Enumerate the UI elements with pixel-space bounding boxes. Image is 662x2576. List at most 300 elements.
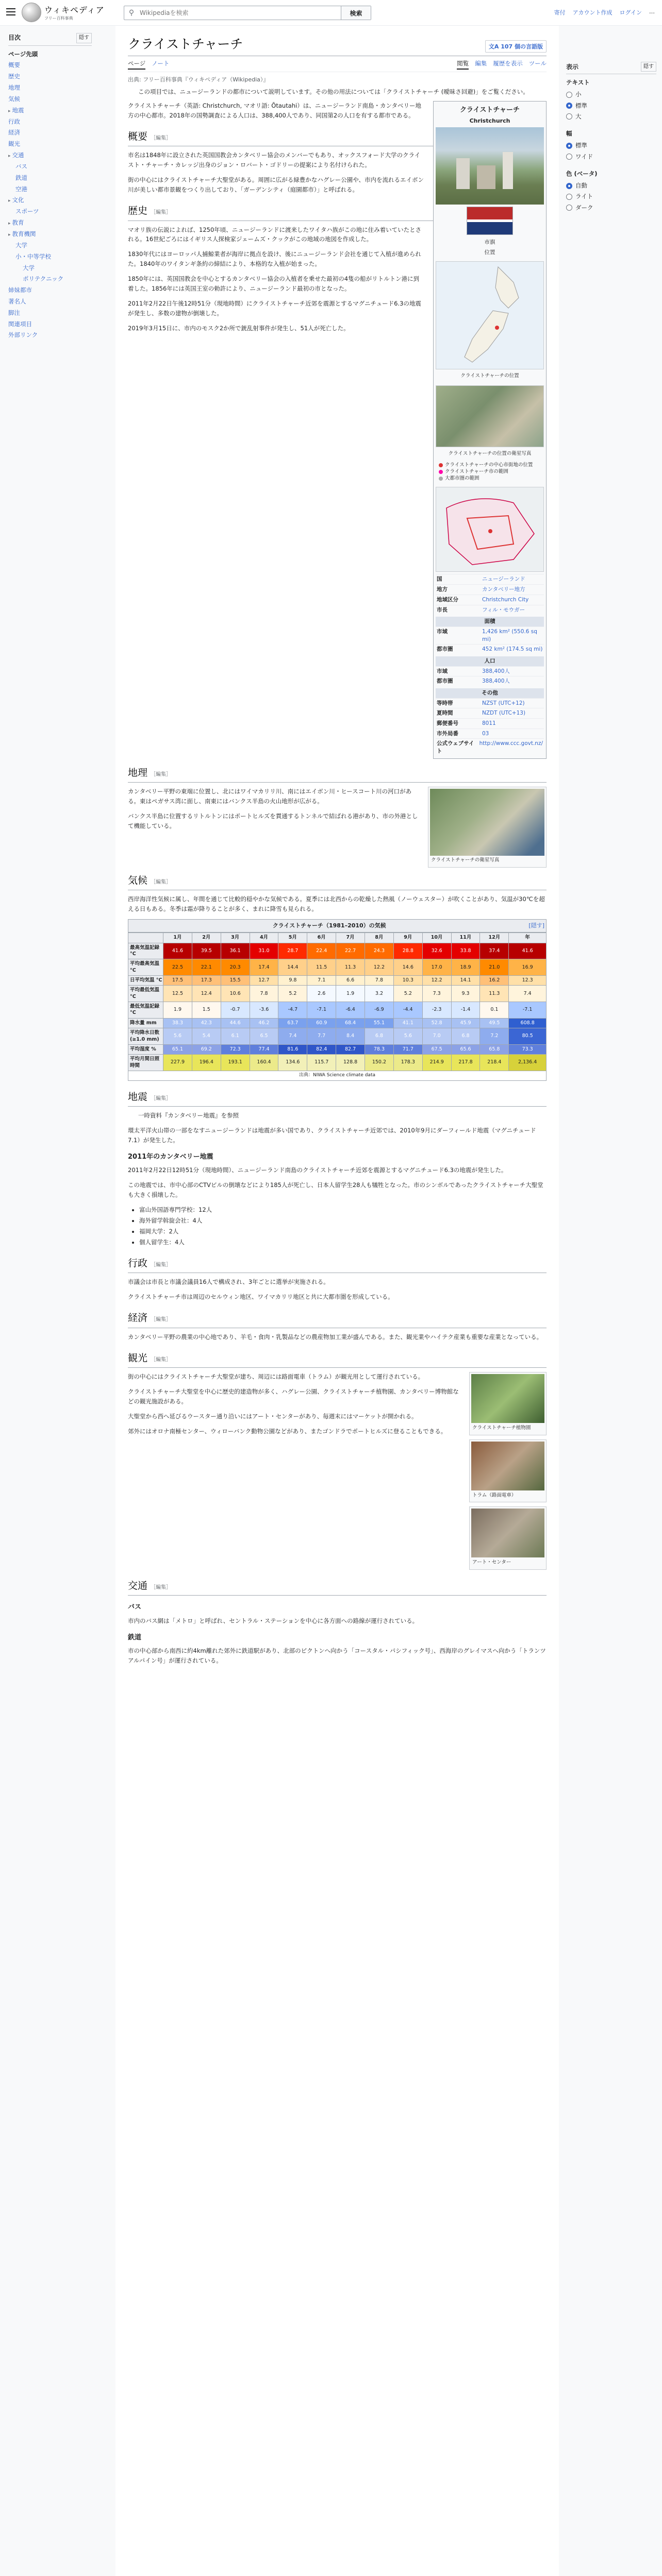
edit-link[interactable]: ［編集］ (151, 1357, 172, 1363)
radio-button-icon[interactable] (566, 205, 572, 211)
climate-cell: 22.4 (307, 943, 336, 959)
radio-button-icon[interactable] (566, 103, 572, 109)
toc-item[interactable]: 大学 (23, 264, 35, 272)
text-size-heading: テキスト (566, 79, 590, 86)
infobox-key: 都市圏 (437, 646, 453, 653)
tab-page[interactable]: ページ (128, 59, 145, 70)
toc-item[interactable]: 概要 (8, 61, 20, 69)
climate-cell: 5.2 (393, 986, 422, 1002)
victims-list (139, 1205, 547, 1247)
climate-cell: 7.4 (278, 1028, 307, 1045)
city-photo[interactable] (436, 127, 544, 205)
text-size-option-label: 大 (575, 112, 582, 120)
climate-cell: 128.8 (336, 1055, 365, 1071)
article-body (128, 101, 547, 1666)
climate-cell: 72.3 (221, 1044, 250, 1054)
text-size-option[interactable] (566, 100, 656, 111)
search-input[interactable] (139, 6, 341, 20)
climate-cell: 2,136.4 (509, 1055, 547, 1071)
climate-cell: 60.9 (307, 1018, 336, 1028)
climate-cell: 9.3 (451, 986, 480, 1002)
climate-row (128, 943, 547, 959)
infobox-value[interactable]: http://www.ccc.govt.nz/ (479, 740, 543, 747)
month-header: 2月 (192, 933, 221, 943)
month-header: 8月 (365, 933, 394, 943)
login-link[interactable]: ログイン (619, 9, 642, 16)
climate-cell: 12.5 (163, 986, 192, 1002)
toc-item[interactable]: ▸ 文化 (8, 196, 24, 204)
region-map-icon (436, 487, 544, 572)
wikipedia-logo[interactable] (22, 3, 105, 22)
climate-cell: 52.8 (422, 1018, 451, 1028)
edit-link[interactable]: ［編集］ (151, 1585, 172, 1590)
tourism-paragraph: クライストチャーチ大聖堂を中心に歴史的建造物が多く、ハグレー公園、クライストチャーチ植物園、カンタベリー博物館などの観光施設がある。 (128, 1387, 459, 1405)
width-option[interactable] (566, 140, 656, 151)
infobox-value[interactable]: 452 km² (174.5 sq mi) (482, 646, 543, 653)
climate-cell: 55.1 (365, 1018, 394, 1028)
geo-photo-caption: クライストチャーチの衛星写真 (431, 857, 500, 863)
legend-item (439, 468, 541, 475)
toc-item[interactable]: 気候 (8, 95, 20, 103)
user-links (554, 8, 655, 16)
climate-cell: -4.7 (278, 1002, 307, 1019)
climate-cell: 7.0 (422, 1028, 451, 1045)
month-header: 11月 (451, 933, 480, 943)
toc-hide-button[interactable]: 隠す (76, 33, 92, 43)
toc-item[interactable]: 歴史 (8, 73, 20, 80)
infobox-value[interactable]: 03 (482, 730, 489, 737)
map-legend (436, 461, 544, 485)
infobox-key: 国 (437, 576, 442, 583)
infobox-key: 地方 (437, 586, 448, 593)
section-climate: 気候 ［編集］ (128, 873, 547, 890)
climate-cell: 17.5 (163, 976, 192, 986)
climate-cell: -0.7 (221, 1002, 250, 1019)
climate-cell: 36.1 (221, 943, 250, 959)
text-size-option-label: 小 (575, 91, 582, 98)
administration-paragraph: クライストチャーチ市は周辺のセルウィン地区、ワイマカリリ地区と共に大都市圏を形成している。 (128, 1293, 394, 1301)
page-title: クライストチャーチ (128, 37, 243, 52)
page-source: 出典: フリー百科事典『ウィキペディア（Wikipedia）』 (128, 76, 269, 83)
climate-cell: 12.4 (192, 986, 221, 1002)
toc-item[interactable]: 経済 (8, 129, 20, 137)
infobox-key: 地域区分 (437, 596, 458, 603)
climate-cell: 6.5 (250, 1028, 278, 1045)
climate-cell: 17.0 (422, 959, 451, 976)
climate-cell: 38.3 (163, 1018, 192, 1028)
infobox-subtitle: Christchurch (469, 117, 510, 125)
climate-row (128, 1044, 547, 1054)
climate-row-label: 平均月間日照時間 (128, 1055, 163, 1071)
climate-cell: 12.2 (422, 976, 451, 986)
hatnote: この項目では、ニュージーランドの都市について説明しています。その他の用法については「クライストチャーチ (曖昧さ回避)」をご覧ください。 (138, 88, 529, 95)
radio-button-icon[interactable] (566, 194, 572, 200)
legend-dot-icon (439, 470, 443, 474)
climate-cell: 33.8 (451, 943, 480, 959)
climate-cell: 6.8 (365, 1028, 394, 1045)
toc-item[interactable]: 地理 (8, 83, 20, 91)
climate-cell: 6.8 (451, 1028, 480, 1045)
toc-item[interactable]: ページ先頭 (8, 50, 38, 58)
map-label: 位置 (484, 249, 495, 256)
climate-cell: 7.8 (250, 986, 278, 1002)
section-overview: 概要 ［編集］ (128, 129, 547, 146)
climate-row-label: 降水量 mm (128, 1018, 163, 1028)
climate-cell: 5.6 (393, 1028, 422, 1045)
climate-cell: 65.1 (163, 1044, 192, 1054)
history-paragraph: 1850年には、英国国教会を中心とするカンタベリー協会の入植者を乗せた最初の4隻の船がリトルトン港に到着した。1856年には英国王室の勅許により、ニュージーランド最初の市となった。 (128, 275, 420, 293)
main-content (115, 26, 559, 2576)
climate-cell: 9.8 (278, 976, 307, 986)
climate-cell: 22.7 (336, 943, 365, 959)
create-account-link[interactable]: アカウント作成 (572, 9, 613, 16)
section-tourism: 観光 ［編集］ (128, 1350, 547, 1368)
edit-link[interactable]: ［編集］ (151, 135, 172, 141)
climate-cell: 160.4 (250, 1055, 278, 1071)
rail-text: 市の中心部から南西に約4km離れた郊外に鉄道駅があり、北部のピクトンへ向かう「コースタル・パシフィック号」、西海岸のグレイマスへ向かう「トランツアルパイン号」が運行されている。 (128, 1647, 546, 1665)
toc-item[interactable]: 外部リンク (8, 331, 38, 339)
infobox-value[interactable]: 8011 (482, 720, 496, 727)
climate-cell: 5.4 (192, 1028, 221, 1045)
climate-cell: 22.5 (163, 959, 192, 976)
toc-item[interactable]: ▸ 教育機関 (8, 230, 36, 238)
tourism-photo[interactable] (471, 1374, 544, 1423)
climate-cell: 42.3 (192, 1018, 221, 1028)
infobox-value[interactable]: NZDT (UTC+13) (482, 710, 526, 717)
legend-dot-icon (439, 463, 443, 467)
climate-cell: -6.9 (365, 1002, 394, 1019)
tab-edit[interactable]: 編集 (475, 60, 487, 67)
geo-photo[interactable] (430, 789, 544, 856)
tourism-paragraph: 郊外にはオロナ南極センター、ウィローバンク動物公園などがあり、またゴンドラでポートヒルズに登ることもできる。 (128, 1427, 447, 1435)
toc-item[interactable]: ▸ 教育 (8, 219, 24, 227)
climate-table (128, 919, 547, 1080)
history-paragraph: 2011年2月22日午後12時51分（現地時間）にクライストチャーチ近郊を震源とするマグニチュード6.3の地震が発生し、多数の建物が倒壊した。 (128, 300, 421, 317)
toc-item[interactable]: 鉄道 (15, 174, 27, 181)
legend-label: 大都市圏の範囲 (445, 476, 479, 482)
climate-cell: 115.7 (307, 1055, 336, 1071)
climate-cell: 67.5 (422, 1044, 451, 1054)
tourism-figure (469, 1506, 547, 1570)
infobox-value[interactable]: カンタベリー地方 (482, 586, 525, 593)
infobox-key: 郵便番号 (437, 720, 458, 727)
edit-link[interactable]: ［編集］ (151, 879, 172, 885)
month-header-corner (128, 933, 163, 943)
satellite-photo[interactable] (436, 385, 544, 447)
tourism-paragraph: 大聖堂から西へ延びるウースター通り沿いにはアート・センターがあり、毎週末にはマーケットが開かれる。 (128, 1412, 418, 1420)
tourism-photo[interactable] (471, 1509, 544, 1557)
toc-item[interactable]: 著名人 (8, 298, 26, 305)
tourism-figure (469, 1439, 547, 1503)
toc-item[interactable]: ▸ 交通 (8, 151, 24, 159)
infobox-row (436, 574, 544, 584)
climate-cell: 14.4 (278, 959, 307, 976)
toc-item[interactable]: 小・中等学校 (15, 252, 51, 260)
climate-cell: 17.3 (192, 976, 221, 986)
infobox-key: 等時帯 (437, 700, 453, 706)
victim-list-item: • 福岡大学：2人 (139, 1227, 547, 1236)
wiki-tagline: フリー百科事典 (44, 16, 73, 21)
subsection-rail: 鉄道 (128, 1633, 142, 1641)
radio-button-icon[interactable] (566, 183, 572, 189)
appearance-panel (566, 62, 656, 221)
climate-row-label: 日平均気温 °C (128, 976, 163, 986)
month-header: 6月 (307, 933, 336, 943)
more-menu-icon[interactable]: … (649, 8, 655, 15)
radio-button-icon[interactable] (566, 113, 572, 120)
climate-cell: 218.4 (480, 1055, 509, 1071)
climate-row (128, 1018, 547, 1028)
search-button[interactable]: 検索 (341, 6, 371, 20)
climate-hide-link[interactable]: [隠す] (528, 922, 544, 929)
climate-cell: 193.1 (221, 1055, 250, 1071)
legend-item (439, 475, 541, 482)
climate-cell: 39.5 (192, 943, 221, 959)
satellite-caption: クライストチャーチの位置の衛星写真 (448, 451, 532, 457)
globe-icon (22, 3, 41, 22)
climate-cell: 46.2 (250, 1018, 278, 1028)
infobox-key: 市域 (437, 628, 448, 635)
climate-cell: 17.4 (250, 959, 278, 976)
infobox (433, 101, 547, 759)
nz-map-icon (436, 262, 544, 369)
climate-cell: 2.6 (307, 986, 336, 1002)
intro-paragraph: クライストチャーチ（英語: Christchurch, マオリ語: Ōtautahi）は、ニュージーランド南島・カンタベリー地方の中心都市。2018年の国勢調査による人口は、388,400人であり、同国第2の人口を有する都市である。 (128, 102, 422, 119)
month-header: 12月 (480, 933, 509, 943)
toc-item[interactable]: ポリテクニック (23, 275, 64, 283)
legend-dot-icon (439, 477, 443, 481)
other-heading: その他 (436, 688, 544, 698)
tourism-paragraph: 街の中心にはクライストチャーチ大聖堂が建ち、周辺には路面電車（トラム）が観光用として運行されている。 (128, 1372, 424, 1380)
climate-cell: 608.8 (509, 1018, 547, 1028)
infobox-key: 市長 (437, 606, 448, 613)
climate-row (128, 1028, 547, 1045)
climate-cell: 41.1 (393, 1018, 422, 1028)
subsection-2011-quake: 2011年のカンタベリー地震 (128, 1153, 213, 1161)
climate-cell: 20.3 (221, 959, 250, 976)
infobox-value[interactable]: Christchurch City (482, 596, 529, 603)
climate-cell: 6.1 (221, 1028, 250, 1045)
tab-history[interactable]: 履歴を表示 (493, 60, 523, 67)
climate-cell: 31.0 (250, 943, 278, 959)
toc-item[interactable]: スポーツ (15, 208, 39, 215)
climate-cell: 7.8 (365, 976, 394, 986)
climate-cell: 24.3 (365, 943, 394, 959)
radio-button-icon[interactable] (566, 154, 572, 160)
climate-cell: 12.2 (365, 959, 394, 976)
climate-cell: 41.6 (163, 943, 192, 959)
climate-cell: 81.6 (278, 1044, 307, 1054)
appearance-title: 表示 (566, 63, 579, 71)
infobox-row (436, 676, 544, 686)
climate-cell: 22.1 (192, 959, 221, 976)
tab-tools[interactable]: ツール (528, 60, 547, 67)
climate-source: 出典：NIWA Science climate data (128, 1071, 547, 1080)
infobox-row (436, 605, 544, 615)
toc-item[interactable]: 観光 (8, 140, 20, 148)
toc-item[interactable]: バス (15, 162, 27, 170)
month-header: 年 (509, 933, 547, 943)
region-map[interactable] (436, 487, 544, 572)
climate-cell: 7.1 (307, 976, 336, 986)
month-header: 7月 (336, 933, 365, 943)
climate-row-label: 最低気温記録 °C (128, 1002, 163, 1019)
history-paragraph: 2019年3月15日に、市内のモスク2か所で銃乱射事件が発生し、51人が死亡した。 (128, 325, 350, 332)
section-economy: 経済 ［編集］ (128, 1310, 547, 1328)
radio-button-icon[interactable] (566, 92, 572, 98)
climate-row (128, 986, 547, 1002)
climate-cell: 217.8 (451, 1055, 480, 1071)
chevron-down-icon[interactable]: ▸ (8, 153, 11, 159)
month-header: 1月 (163, 933, 192, 943)
infobox-value[interactable]: NZST (UTC+12) (482, 700, 525, 706)
edit-link[interactable]: ［編集］ (151, 1262, 172, 1268)
toc-item[interactable]: 関連項目 (8, 320, 32, 328)
climate-cell: 11.3 (336, 959, 365, 976)
climate-caption: クライストチャーチ（1981–2010）の気候 (272, 922, 386, 929)
location-map[interactable] (436, 261, 544, 369)
climate-cell: 134.6 (278, 1055, 307, 1071)
climate-cell: 7.4 (509, 986, 547, 1002)
infobox-row (436, 644, 544, 654)
climate-row (128, 1055, 547, 1071)
population-heading: 人口 (436, 656, 544, 666)
infobox-value[interactable]: 1,426 km² (550.6 sq mi) (482, 628, 537, 642)
donate-link[interactable]: 寄付 (554, 9, 566, 16)
climate-cell: 63.7 (278, 1018, 307, 1028)
climate-cell: 71.7 (393, 1044, 422, 1054)
section-history: 歴史 ［編集］ (128, 203, 547, 221)
climate-cell: 7.7 (307, 1028, 336, 1045)
legend-item (439, 462, 541, 468)
infobox-row (436, 626, 544, 644)
edit-link[interactable]: ［編集］ (151, 1317, 172, 1323)
climate-cell: 11.3 (480, 986, 509, 1002)
climate-cell: 77.4 (250, 1044, 278, 1054)
climate-cell: 14.6 (393, 959, 422, 976)
climate-cell: 150.2 (365, 1055, 394, 1071)
color-option[interactable] (566, 180, 656, 191)
climate-cell: 44.6 (221, 1018, 250, 1028)
climate-cell: 65.8 (480, 1044, 509, 1054)
climate-cell: 68.4 (336, 1018, 365, 1028)
edit-link[interactable]: ［編集］ (151, 210, 172, 216)
text-size-option[interactable] (566, 89, 656, 100)
main-menu-icon[interactable] (4, 5, 18, 19)
chevron-down-icon[interactable]: ▸ (8, 198, 11, 204)
appearance-hide-button[interactable]: 隠す (641, 62, 656, 72)
chevron-down-icon[interactable]: ▸ (8, 108, 11, 114)
color-option-label: ライト (575, 193, 593, 200)
city-flag[interactable] (467, 207, 513, 235)
climate-cell: 78.3 (365, 1044, 394, 1054)
climate-cell: 214.9 (422, 1055, 451, 1071)
climate-cell: -7.1 (307, 1002, 336, 1019)
climate-row (128, 959, 547, 976)
climate-cell: 21.0 (480, 959, 509, 976)
climate-cell: 1.9 (163, 1002, 192, 1019)
edit-link[interactable]: ［編集］ (151, 1095, 172, 1101)
toc-item[interactable]: ▸ 地震 (8, 106, 24, 114)
tab-talk[interactable]: ノート (152, 60, 170, 67)
climate-cell: 16.2 (480, 976, 509, 986)
top-header (0, 0, 662, 26)
toc-title: 目次 (8, 34, 21, 42)
language-button[interactable]: 文A 107 個の言語版 (485, 40, 547, 53)
toc-item[interactable]: 行政 (8, 117, 20, 125)
toc-item[interactable]: 大学 (15, 241, 27, 249)
climate-cell: 45.9 (451, 1018, 480, 1028)
search-icon: ⚲ (128, 9, 135, 17)
tourism-photos (469, 1372, 547, 1574)
month-header: 5月 (278, 933, 307, 943)
infobox-row (436, 728, 544, 739)
toc-sidebar (0, 26, 98, 341)
color-option[interactable] (566, 191, 656, 202)
color-heading: 色 (ベータ) (566, 170, 598, 177)
overview-paragraph: 街の中心にはクライストチャーチ大聖堂がある。周囲に広がる緑豊かなハグレー公園や、市内を流れるエイボン川が美しい都市景観をつくり出しており、「ガーデンシティ（庭園都市）」と呼ばれる。 (128, 176, 424, 194)
radio-button-icon[interactable] (566, 143, 572, 149)
month-header: 4月 (250, 933, 278, 943)
infobox-row (436, 718, 544, 728)
wiki-name: ウィキペディア (44, 5, 105, 15)
infobox-row (436, 584, 544, 595)
search-box (124, 6, 371, 20)
climate-cell: -4.4 (393, 1002, 422, 1019)
text-size-option[interactable] (566, 111, 656, 122)
chevron-down-icon[interactable]: ▸ (8, 221, 11, 227)
climate-cell: 7.3 (422, 986, 451, 1002)
infobox-value[interactable]: フィル・モウガー (482, 606, 525, 613)
width-option[interactable] (566, 151, 656, 162)
infobox-row (436, 698, 544, 708)
climate-cell: 3.2 (365, 986, 394, 1002)
climate-cell: 73.3 (509, 1044, 547, 1054)
tourism-photo-caption: トラム（路面電車） (472, 1492, 517, 1498)
earthquake-2011-paragraph: 2011年2月22日12時51分（現地時間）、ニュージーランド南島のクライストチャーチ近郊を震源とするマグニチュード6.3の地震が発生した。 (128, 1166, 507, 1174)
infobox-key: 公式ウェブサイト (437, 740, 474, 755)
tab-read[interactable]: 閲覧 (457, 59, 469, 70)
color-option[interactable] (566, 202, 656, 213)
climate-cell: 196.4 (192, 1055, 221, 1071)
climate-cell: -1.4 (451, 1002, 480, 1019)
climate-cell: 18.9 (451, 959, 480, 976)
infobox-value[interactable]: ニュージーランド (482, 576, 525, 583)
toc-item[interactable]: 姉妹都市 (8, 286, 32, 294)
earthquake-2011-paragraph: この地震では、市中心部のCTVビルの倒壊などにより185人が死亡し、日本人留学生28人も犠牲となった。市のシンボルであったクライストチャーチ大聖堂も大きく損壊した。 (128, 1181, 543, 1199)
infobox-row (436, 738, 544, 756)
victim-list-item: • 富山外国語専門学校：12人 (139, 1205, 547, 1215)
climate-cell: 1.5 (192, 1002, 221, 1019)
infobox-value[interactable]: 388,400人 (482, 668, 510, 674)
climate-cell: 16.9 (509, 959, 547, 976)
economy-paragraph: カンタベリー平野の農業の中心地であり、羊毛・食肉・乳製品などの農産物加工業が盛んである。また、観光業やハイテク産業も重要な産業となっている。 (128, 1333, 543, 1341)
toc-item[interactable]: 空港 (15, 185, 27, 193)
chevron-down-icon[interactable]: ▸ (8, 232, 11, 238)
toc-item[interactable]: 脚注 (8, 309, 20, 316)
victim-list-item: • 海外留学斡旋会社：4人 (139, 1216, 547, 1226)
legend-label: クライストチャーチの中心市街地の位置 (445, 462, 533, 468)
edit-link[interactable]: ［編集］ (151, 771, 172, 777)
history-paragraph: 1830年代にはヨーロッパ人捕鯨業者が海岸に拠点を設け、後にニュージーランド会社を通じて入植が進められた。1840年のワイタンギ条約の締結により、本格的な入植が始まった。 (128, 250, 421, 268)
infobox-value[interactable]: 388,400人 (482, 678, 510, 685)
climate-cell: 6.6 (336, 976, 365, 986)
infobox-key: 夏時間 (437, 710, 453, 717)
climate-cell: 37.4 (480, 943, 509, 959)
climate-cell: 49.5 (480, 1018, 509, 1028)
climate-cell: 0.1 (480, 1002, 509, 1019)
tourism-photo[interactable] (471, 1442, 544, 1490)
